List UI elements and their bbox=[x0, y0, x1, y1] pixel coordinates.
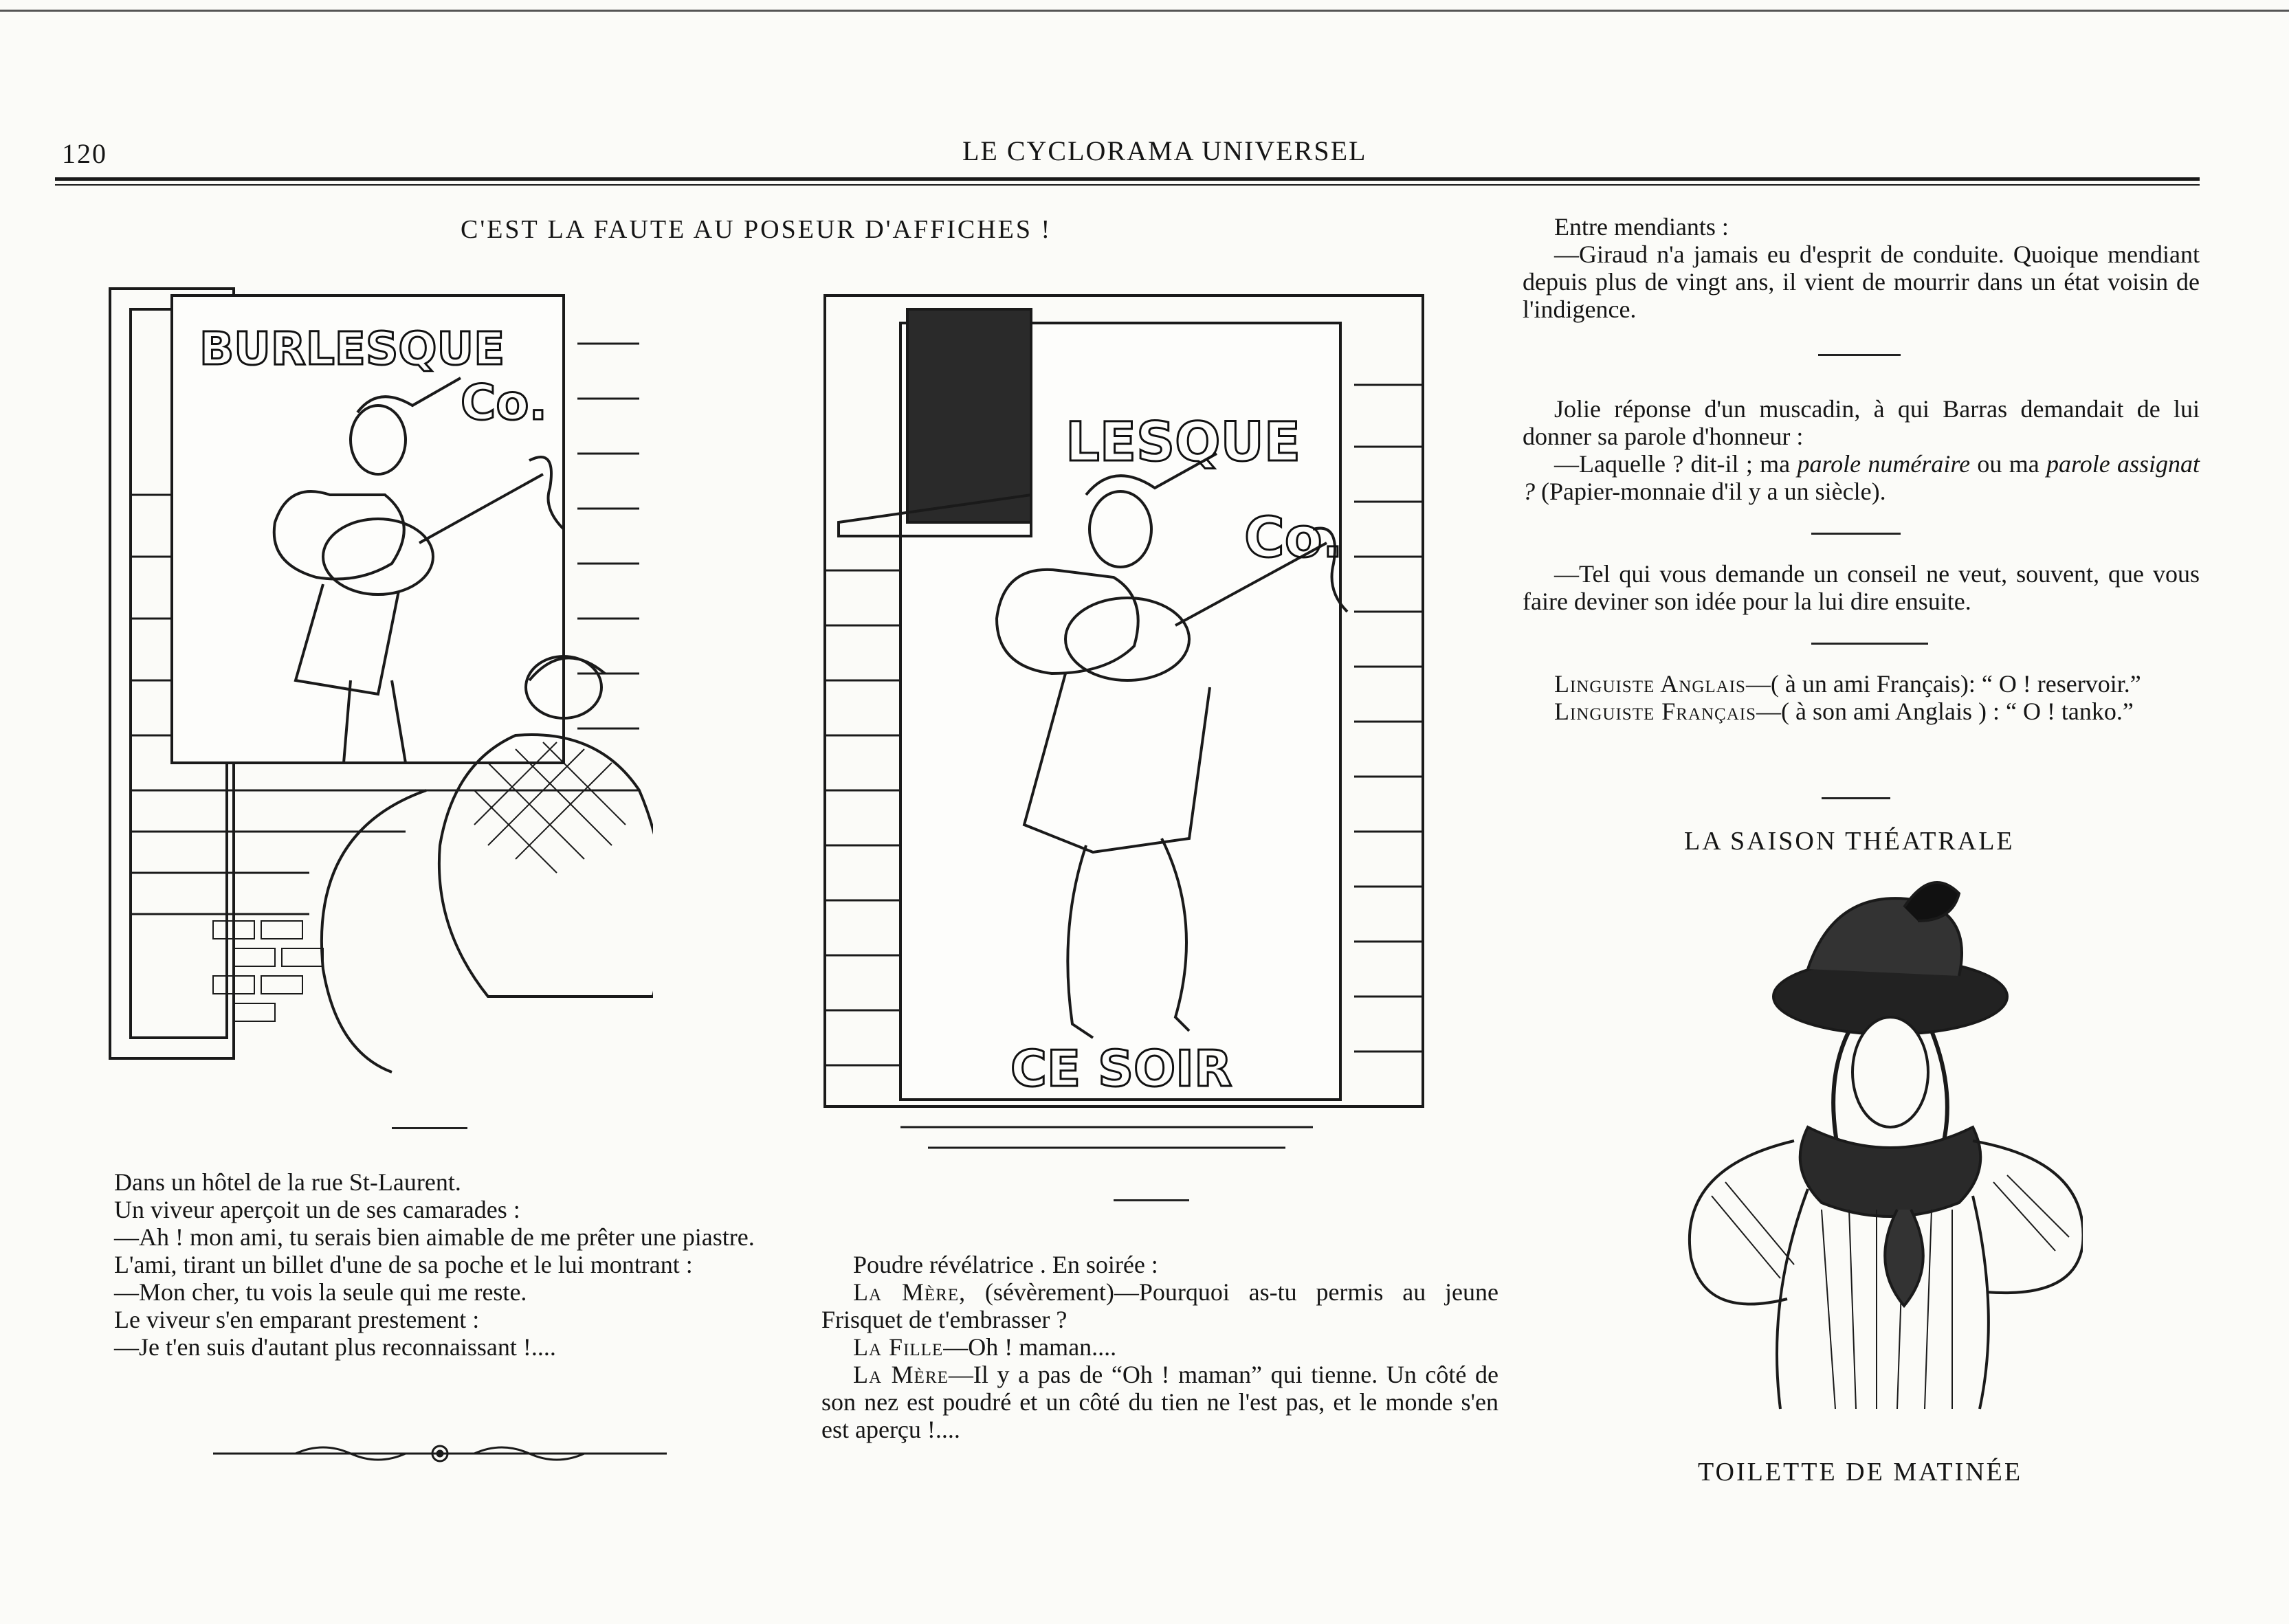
beggars-anecdote bbox=[1523, 213, 2200, 323]
separator-right-2 bbox=[1811, 533, 1901, 535]
separator-right-4 bbox=[1822, 797, 1890, 799]
linguiste-anglais-text: —( à un ami Français): “ O ! reservoir.” bbox=[1745, 670, 2141, 698]
ornament-divider bbox=[213, 1440, 667, 1467]
story-powder-mere-2 bbox=[821, 1361, 1499, 1443]
running-title: LE CYCLORAMA UNIVERSEL bbox=[962, 135, 1367, 166]
header-rule-thick bbox=[55, 177, 2200, 181]
conseil-text: —Tel qui vous demande un conseil ne veut, souvent, que vous faire deviner son idée pour la lui dire ensuite. bbox=[1523, 560, 2200, 615]
laquelle-mid: ou ma bbox=[1970, 450, 2047, 478]
laquelle-text bbox=[1523, 450, 2200, 505]
section-title-theatre: LA SAISON THÉATRALE bbox=[1684, 827, 2015, 856]
cartoon-panel-1 bbox=[103, 268, 653, 1079]
speaker-mere-1: La Mère, bbox=[853, 1278, 966, 1306]
separator-right-1 bbox=[1818, 354, 1901, 356]
speaker-mere-2: La Mère bbox=[853, 1361, 949, 1388]
linguiste-francais-text: —( à son ami Anglais ) : “ O ! tanko.” bbox=[1756, 698, 2134, 725]
story-powder-mere-1 bbox=[821, 1278, 1499, 1333]
speech-fille: —Oh ! maman.... bbox=[943, 1333, 1117, 1361]
poster-1-title: BURLESQUE bbox=[199, 322, 505, 375]
header-rule-thin bbox=[55, 184, 2200, 186]
story-hotel-line-3: —Ah ! mon ami, tu serais bien aimable de me prêter une piastre. bbox=[114, 1223, 755, 1251]
cartoon-title: C'EST LA FAUTE AU POSEUR D'AFFICHES ! bbox=[461, 215, 1052, 244]
linguiste-anglais-label: Linguiste Anglais bbox=[1554, 670, 1746, 698]
illustration-caption: TOILETTE DE MATINÉE bbox=[1698, 1458, 2023, 1487]
story-powder-fille bbox=[821, 1333, 1499, 1361]
cartoon-panel-2 bbox=[804, 282, 1464, 1175]
speaker-fille: La Fille bbox=[853, 1333, 944, 1361]
story-hotel-line-6: Le viveur s'en emparant prestement : bbox=[114, 1306, 480, 1333]
muscadin-anecdote bbox=[1523, 395, 2200, 505]
story-powder bbox=[821, 1251, 1499, 1443]
story-powder-line-1: Poudre révélatrice . En soirée : bbox=[853, 1251, 1158, 1278]
story-hotel-line-1: Dans un hôtel de la rue St-Laurent. bbox=[114, 1168, 461, 1196]
muscadin-text: Jolie réponse d'un muscadin, à qui Barras demandait de lui donner sa parole d'honneur : bbox=[1523, 395, 2200, 450]
laquelle-lead: —Laquelle ? dit-il ; ma bbox=[1554, 450, 1798, 478]
story-hotel-line-2: Un viveur aperçoit un de ses camarades : bbox=[114, 1196, 520, 1223]
story-hotel-line-7: —Je t'en suis d'autant plus reconnaissant !.... bbox=[114, 1333, 556, 1361]
poster-2-co: Co. bbox=[1244, 506, 1344, 570]
laquelle-emphasis-2: parole assignat ? bbox=[1523, 450, 2200, 505]
poster-1-co: Co. bbox=[461, 375, 548, 431]
separator-panel-2 bbox=[1114, 1199, 1189, 1201]
poster-2-title: LESQUE bbox=[1065, 412, 1301, 474]
story-hotel-line-5: —Mon cher, tu vois la seule qui me reste. bbox=[114, 1278, 527, 1306]
separator-panel-1 bbox=[392, 1127, 467, 1129]
beggars-intro: Entre mendiants : bbox=[1554, 213, 1729, 241]
speech-mere-1: (sévèrement)—Pourquoi as-tu permis au jeune Frisquet de t'embrasser ? bbox=[821, 1278, 1499, 1333]
laquelle-tail: (Papier-monnaie d'il y a un siècle). bbox=[1535, 478, 1886, 505]
conseil-maxim bbox=[1523, 560, 2200, 615]
fashion-illustration bbox=[1670, 880, 2083, 1416]
beggars-text: —Giraud n'a jamais eu d'esprit de conduite. Quoique mendiant depuis plus de vingt ans, il vient de mourrir dans un état voisin de l'indigence. bbox=[1523, 241, 2200, 323]
laquelle-emphasis-1: parole numéraire bbox=[1797, 450, 1971, 478]
speech-mere-2: —Il y a pas de “Oh ! maman” qui tienne. Un côté de son nez est poudré et un côté du tien ne l'est pas, et le monde s'en est aperçu !.... bbox=[821, 1361, 1499, 1443]
page-number: 120 bbox=[62, 138, 107, 169]
story-hotel bbox=[82, 1168, 770, 1361]
top-border-rule bbox=[0, 10, 2289, 12]
separator-right-3 bbox=[1811, 643, 1928, 645]
linguists-anecdote bbox=[1523, 670, 2200, 725]
linguiste-anglais bbox=[1523, 670, 2200, 698]
linguiste-francais bbox=[1523, 698, 2200, 725]
story-hotel-line-4: L'ami, tirant un billet d'une de sa poche et le lui montrant : bbox=[114, 1251, 693, 1278]
linguiste-francais-label: Linguiste Français bbox=[1554, 698, 1757, 725]
poster-2-tonight: CE SOIR bbox=[1010, 1040, 1232, 1098]
